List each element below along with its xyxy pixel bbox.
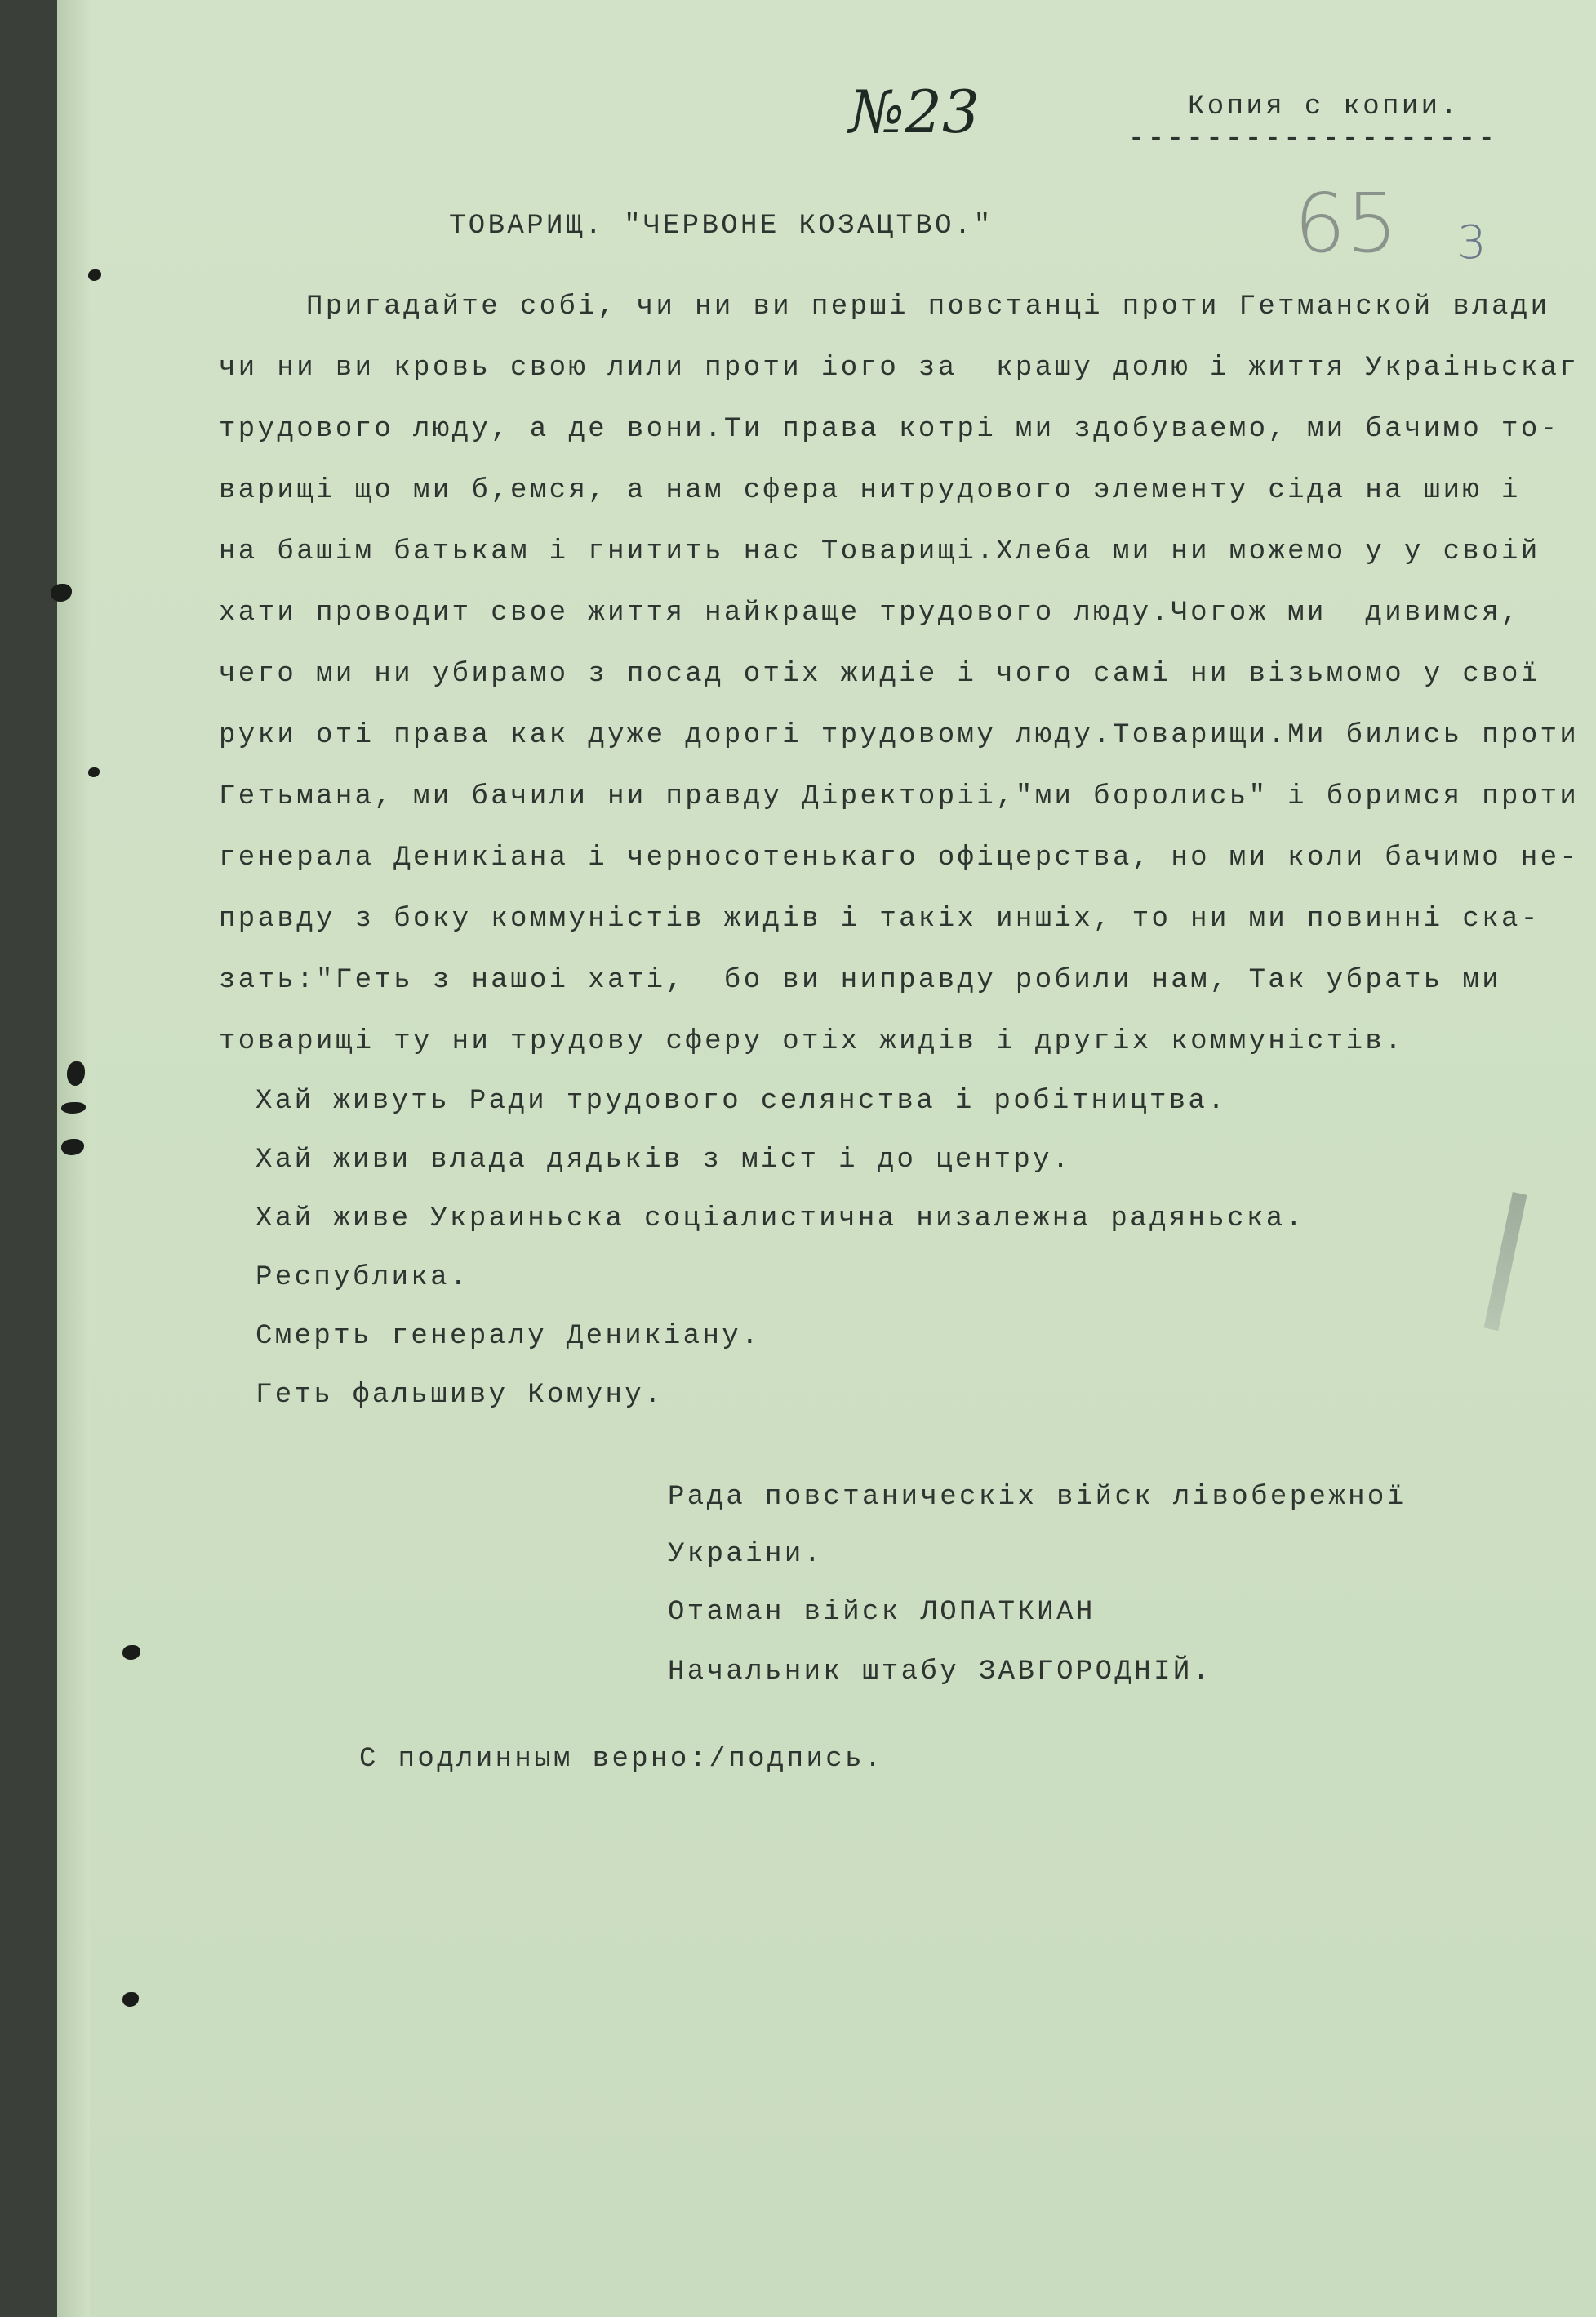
copy-note: Копия с копии.: [1188, 91, 1460, 122]
pencil-mark: 3: [1457, 216, 1487, 269]
body-line: чи ни ви кровь свою лили проти іого за крашу долю і життя Украіньскаг: [219, 353, 1580, 384]
copy-underline: -------------------: [1128, 124, 1498, 155]
body-line: товарищі ту ни трудову сферу отіх жидів і другіх коммуністів.: [219, 1026, 1405, 1057]
body-line: зать:"Геть з нашоі хаті, бо ви ниправду робили нам, Так убрать ми: [219, 965, 1502, 996]
slogan: Смерть генералу Деникіану.: [256, 1321, 761, 1352]
pencil-page-number: 65: [1294, 176, 1398, 271]
signature-org-line1: Рада повстаническіх війск лівобережної: [668, 1482, 1407, 1513]
body-line: на башім батькам і гнитить нас Товарищі.Хлеба ми ни можемо у у своій: [219, 536, 1540, 567]
slogan: Хай живуть Ради трудового селянства і робітництва.: [256, 1086, 1228, 1117]
signature-org-line2: Украіни.: [668, 1539, 824, 1570]
body-line: хати проводит свое життя найкраще трудового люду.Чогож ми дивимся,: [219, 598, 1521, 629]
slogan: Хай живе Украиньска соціалистична низалежна радяньска.: [256, 1203, 1305, 1234]
body-line: чего ми ни убирамо з посад отіх жидіе і чого самі ни візьмомо у свої: [219, 659, 1540, 690]
signature-chief-of-staff: Начальник штабу ЗАВГОРОДНІЙ.: [668, 1657, 1212, 1688]
certification-line: С подлинным верно:/подпись.: [359, 1744, 884, 1775]
slogan: Геть фальшиву Комуну.: [256, 1380, 664, 1411]
document-title: ТОВАРИЩ. "ЧЕРВОНЕ КОЗАЦТВО.": [449, 211, 994, 242]
body-line: Гетьмана, ми бачили ни правду Діректоріі,"ми боролись" і боримся проти: [219, 781, 1580, 812]
page-edge: [57, 0, 90, 2317]
handwritten-number: №23: [849, 78, 980, 146]
body-line: руки оті права как дуже дорогі трудовому люду.Товарищи.Ми бились проти: [219, 720, 1580, 751]
signature-ataman: Отаман війск ЛОПАТКИАН: [668, 1597, 1096, 1628]
body-line: правду з боку коммуністів жидів і такіх иншіх, то ни ми повинні ска-: [219, 904, 1540, 935]
body-line: варищі що ми б,емся, а нам сфера нитрудового элементу сіда на шию і: [219, 475, 1521, 506]
body-line: Пригадайте собі, чи ни ви перші повстанці проти Гетманской влади: [306, 291, 1550, 322]
body-line: трудового люду, а де вони.Ти права котрі ми здобуваемо, ми бачимо то-: [219, 414, 1560, 445]
slogan: Республика.: [256, 1262, 469, 1293]
slogan: Хай живи влада дядьків з міст і до центру.: [256, 1145, 1072, 1176]
body-line: генерала Деникіана і черносотенькаго офіцерства, но ми коли бачимо не-: [219, 843, 1580, 874]
